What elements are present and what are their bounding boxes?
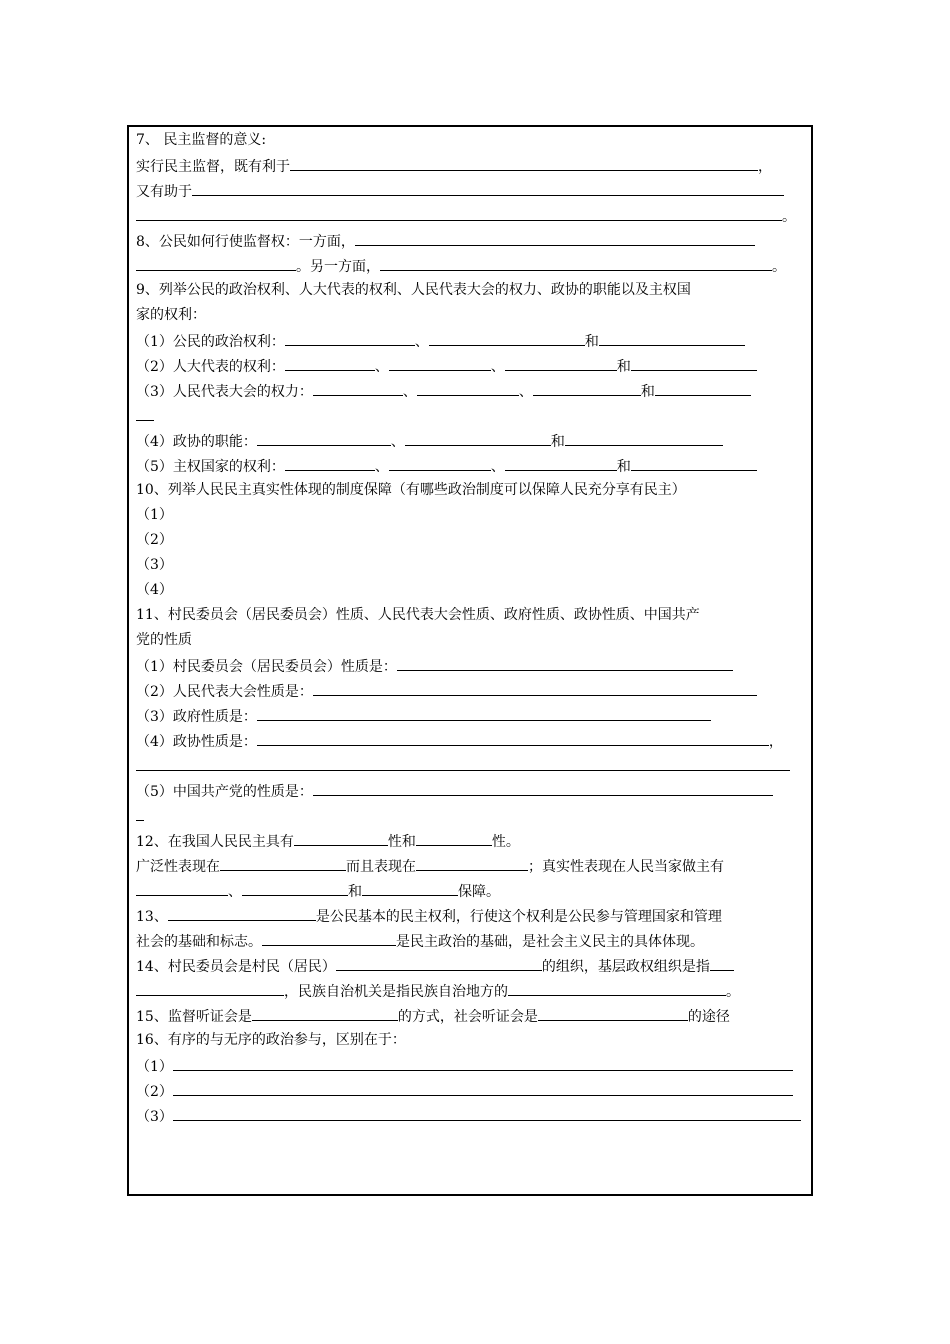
- blank[interactable]: [508, 978, 726, 996]
- q9-item-3: （3）人民代表大会的权力： 、 、 和: [136, 378, 806, 402]
- blank[interactable]: [538, 1003, 688, 1021]
- q7-title: 7、 民主监督的意义:: [136, 132, 267, 148]
- q7-line2: 又有助于: [136, 178, 806, 202]
- blank[interactable]: [220, 853, 346, 871]
- blank[interactable]: [285, 328, 415, 346]
- q10-title: 10、列举人民民主真实性体现的制度保障（有哪些政治制度可以保障人民充分享有民主）: [136, 482, 686, 498]
- blank[interactable]: [336, 953, 542, 971]
- blank[interactable]: [192, 178, 784, 196]
- q13-line1: 13、 是公民基本的民主权利，行使这个权利是公民参与管理国家和管理: [136, 903, 806, 927]
- blank[interactable]: [389, 453, 491, 471]
- q9-item-4: （4）政协的职能： 、 和: [136, 428, 806, 452]
- blank[interactable]: [136, 978, 284, 996]
- q9-item-1: （1）公民的政治权利： 、 和: [136, 328, 806, 352]
- blank[interactable]: [313, 678, 757, 696]
- blank[interactable]: [136, 803, 144, 821]
- blank[interactable]: [416, 853, 528, 871]
- q9-item-5: （5）主权国家的权利： 、 、 和: [136, 453, 806, 477]
- q11-title-line2: 党的性质: [136, 632, 192, 648]
- q14-line1: 14、村民委员会是村民（居民） 的组织，基层政权组织是指: [136, 953, 806, 977]
- blank[interactable]: [355, 228, 755, 246]
- q7-line1: 实行民主监督，既有利于 ，: [136, 153, 806, 177]
- blank[interactable]: [505, 353, 617, 371]
- q9-item-3-cont: [136, 403, 806, 427]
- q15-line: 15、监督听证会是 的方式，社会听证会是 的途径: [136, 1003, 806, 1027]
- q11-title-line1: 11、村民委员会（居民委员会）性质、人民代表大会性质、政府性质、政协性质、中国共产: [136, 607, 700, 623]
- blank[interactable]: [313, 778, 773, 796]
- q16-item-3: （3）: [136, 1103, 806, 1127]
- blank[interactable]: [136, 253, 296, 271]
- q12-line3: 、 和 保障。: [136, 878, 806, 902]
- blank[interactable]: [655, 378, 751, 396]
- blank[interactable]: [136, 403, 154, 421]
- q10-item-4: （4）: [136, 582, 173, 598]
- q16-item-1: （1）: [136, 1053, 806, 1077]
- blank[interactable]: [136, 878, 228, 896]
- blank[interactable]: [173, 1103, 801, 1121]
- blank[interactable]: [397, 653, 733, 671]
- q11-item-3: （3）政府性质是：: [136, 703, 806, 727]
- blank[interactable]: [173, 1053, 793, 1071]
- q11-item-4-cont: [136, 753, 806, 777]
- blank[interactable]: [136, 753, 790, 771]
- q16-item-2: （2）: [136, 1078, 806, 1102]
- blank[interactable]: [257, 703, 711, 721]
- blank[interactable]: [285, 353, 375, 371]
- q7-line3: 。: [136, 203, 806, 227]
- blank[interactable]: [416, 828, 492, 846]
- blank[interactable]: [405, 428, 551, 446]
- blank[interactable]: [599, 328, 745, 346]
- q11-item-5-cont: [136, 803, 806, 827]
- blank[interactable]: [294, 828, 388, 846]
- blank[interactable]: [417, 378, 519, 396]
- blank[interactable]: [242, 878, 348, 896]
- blank[interactable]: [631, 453, 757, 471]
- q13-line2: 社会的基础和标志。 是民主政治的基础，是社会主义民主的具体体现。: [136, 928, 806, 952]
- blank[interactable]: [429, 328, 585, 346]
- blank[interactable]: [257, 428, 391, 446]
- q16-title: 16、有序的与无序的政治参与，区别在于：: [136, 1032, 406, 1048]
- blank[interactable]: [173, 1078, 793, 1096]
- blank[interactable]: [533, 378, 641, 396]
- q11-item-1: （1）村民委员会（居民委员会）性质是：: [136, 653, 806, 677]
- blank[interactable]: [710, 953, 734, 971]
- q9-title-line2: 家的权利：: [136, 307, 206, 323]
- blank[interactable]: [631, 353, 757, 371]
- q12-line1: 12、在我国人民民主具有 性和 性。: [136, 828, 806, 852]
- blank[interactable]: [168, 903, 316, 921]
- q11-item-2: （2）人民代表大会性质是：: [136, 678, 806, 702]
- q14-line2: ，民族自治机关是指民族自治地方的 。: [136, 978, 806, 1002]
- blank[interactable]: [252, 1003, 398, 1021]
- q10-item-3: （3）: [136, 557, 173, 573]
- blank[interactable]: [313, 378, 403, 396]
- blank[interactable]: [136, 203, 782, 221]
- blank[interactable]: [505, 453, 617, 471]
- q11-item-5: （5）中国共产党的性质是：: [136, 778, 806, 802]
- q8-line1: 8、公民如何行使监督权：一方面，: [136, 228, 806, 252]
- q10-item-2: （2）: [136, 532, 173, 548]
- q12-line2: 广泛性表现在 而且表现在 ；真实性表现在人民当家做主有: [136, 853, 806, 877]
- q10-item-1: （1）: [136, 507, 173, 523]
- blank[interactable]: [257, 728, 769, 746]
- blank[interactable]: [285, 453, 375, 471]
- q11-item-4: （4）政协性质是： ，: [136, 728, 806, 752]
- blank[interactable]: [262, 928, 396, 946]
- blank[interactable]: [290, 153, 758, 171]
- blank[interactable]: [362, 878, 458, 896]
- q9-title-line1: 9、列举公民的政治权利、人大代表的权利、人民代表大会的权力、政协的职能以及主权国: [136, 282, 691, 298]
- q8-line2: 。另一方面， 。: [136, 253, 806, 277]
- blank[interactable]: [389, 353, 491, 371]
- q9-item-2: （2）人大代表的权利： 、 、 和: [136, 353, 806, 377]
- blank[interactable]: [380, 253, 772, 271]
- blank[interactable]: [565, 428, 723, 446]
